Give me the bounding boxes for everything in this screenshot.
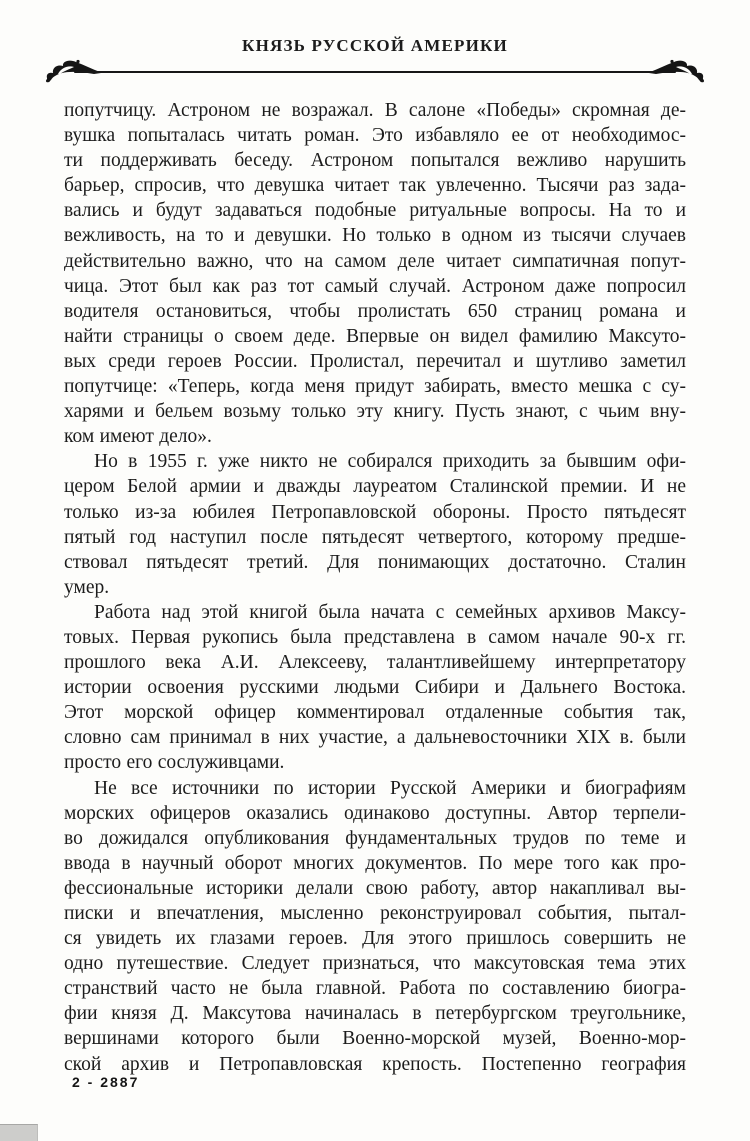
printer-signature-mark: 2 - 2887 [72,1074,140,1090]
text-line: найти страницы о своем деде. Впервые он видел фамилию Максуто- [64,325,686,347]
text-line: вались и будут задаваться подобные ритуальные вопросы. На то и [64,200,686,222]
text-line: барьер, спросив, что девушка читает так увлеченно. Тысячи раз зада- [64,175,686,197]
body-text [64,98,686,1077]
text-line: писки и впечатления, мысленно реконструировал события, пытал- [64,903,686,924]
text-line: фии князя Д. Максутова начиналась в петербургском треугольнике, [64,1003,686,1025]
text-line: вежливость, на то и девушки. Но только в одном из тысячи случаев [64,225,686,247]
text-line: ствовал пятьдесят третий. Для понимающих достаточно. Сталин [64,551,686,573]
header-rule [44,58,706,84]
text-line: ся увидеть их глазами героев. Для этого пришлось совершить не [64,928,686,950]
text-line: пятый год наступил после пятьдесят четвертого, которому предше- [64,526,686,548]
page-title: КНЯЗЬ РУССКОЙ АМЕРИКИ [242,36,508,55]
text-line: умер. [64,576,110,598]
text-line: ввода в научный оборот многих документов. По мере того как про- [64,852,686,874]
text-line: одно путешествие. Следует признаться, что максутовская тема этих [64,953,686,975]
text-line: во дожидался опубликования фундаментальных трудов по теме и [64,827,686,849]
paragraph [64,600,686,776]
text-line: чица. Этот был как раз тот самый случай. Астроном даже попросил [64,275,686,297]
paragraph [64,449,686,600]
scan-artifact-bottom-left [0,1124,38,1141]
text-line: ком имеют дело». [64,426,212,448]
text-line: ской архив и Петропавловская крепость. Постепенно география [64,1053,686,1075]
text-line: попутчицу. Астроном не возражал. В салоне «Победы» скромная де- [64,100,686,121]
text-line: словно сам принимал в них участие, а дальневосточники XIX в. были [64,727,686,749]
text-line: харями и бельем возьму только эту книгу. Пусть знают, с чьим вну- [64,401,686,423]
text-line: вых среди героев России. Пролистал, перечитал и шутливо заметил [64,350,686,372]
text-line: Не все источники по истории Русской Америки и биографиям [94,777,686,799]
text-line: морских офицеров оказались одинаково доступны. Автор терпели- [64,802,686,824]
text-line: цером Белой армии и дважды лауреатом Сталинской премии. И не [64,476,686,498]
text-line: Этот морской офицер комментировал отдаленные события так, [64,702,686,724]
text-line: странствий часто не была главной. Работа по составлению биогра- [64,978,686,1000]
paragraph [64,98,686,449]
flourish-right-icon [648,58,706,84]
text-line: товых. Первая рукопись была представлена в самом начале 90-х гг. [64,626,686,648]
text-line: фессиональные историки делали свою работу, автор накапливал вы- [64,877,686,899]
text-line: прошлого века А.И. Алексееву, талантливейшему интерпретатору [64,652,686,674]
text-line: Но в 1955 г. уже никто не собирался приходить за бывшим офи- [94,451,686,473]
text-line: вершинами которого были Военно-морской музей, Военно-мор- [64,1028,686,1050]
text-line: вушка попыталась читать роман. Это избавляло ее от необходимос- [64,125,686,147]
text-line: истории освоения русскими людьми Сибири и Дальнего Востока. [64,677,686,699]
paragraph [64,776,686,1077]
text-line: Работа над этой книгой была начата с семейных архивов Максу- [94,601,686,623]
text-line: только из-за юбилея Петропавловской обороны. Просто пятьдесят [64,501,686,523]
text-line: действительно важно, что на самом деле читает симпатичная попут- [64,250,686,272]
divider-line [74,71,676,73]
text-line: попутчице: «Теперь, когда меня придут забирать, вместо мешка с су- [64,376,686,398]
text-line: просто его сослуживцами. [64,752,285,774]
text-line: водителя остановиться, чтобы пролистать 650 страниц романа и [64,300,686,322]
text-line: ти поддерживать беседу. Астроном попытался вежливо нарушить [64,150,686,172]
